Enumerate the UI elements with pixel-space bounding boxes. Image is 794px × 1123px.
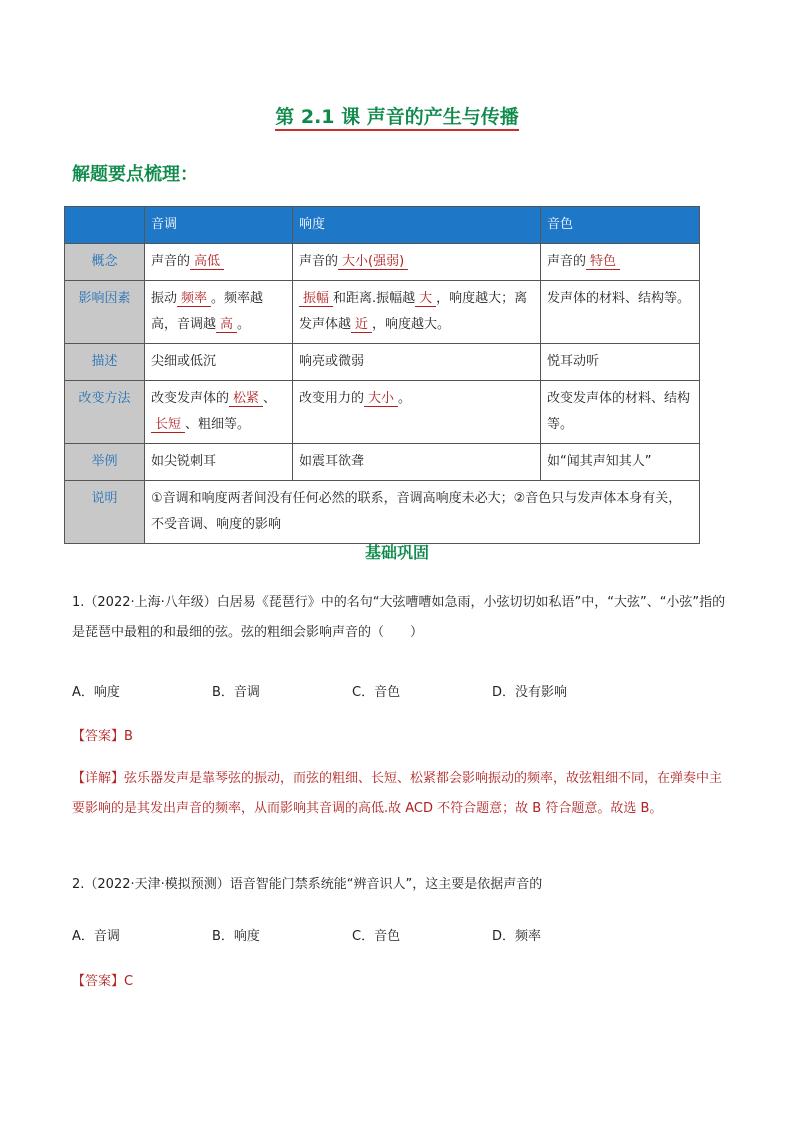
option: D．频率 bbox=[492, 929, 542, 944]
row-head: 举例 bbox=[65, 444, 145, 481]
table-row bbox=[65, 281, 700, 344]
option: C．音色 bbox=[352, 929, 401, 944]
table-row bbox=[65, 481, 700, 544]
table-cell: 如震耳欲聋 bbox=[293, 444, 541, 481]
question-1-detail: 【详解】弦乐器发声是靠琴弦的振动，而弦的粗细、长短、松紧都会影响振动的频率，故弦粗细不同，在弹奏中主要影响的是其发出声音的频率，从而影响其音调的高低.故 ACD 不符合题意；故 B 符合题意。故选 B。 bbox=[72, 771, 723, 816]
table-row bbox=[65, 381, 700, 444]
table-cell: 改变发声体的 松紧 、长短 、粗细等。 bbox=[145, 381, 293, 444]
table-cell: 发声体的材料、结构等。 bbox=[541, 281, 700, 344]
table-cell: 如“闻其声知其人” bbox=[541, 444, 700, 481]
option: C．音色 bbox=[352, 685, 401, 700]
section-heading: 解题要点梳理： bbox=[72, 164, 198, 185]
option: A．响度 bbox=[72, 685, 120, 700]
lesson-title: 第 2.1 课 声音的产生与传播 bbox=[0, 102, 794, 129]
row-head: 影响因素 bbox=[65, 281, 145, 344]
knowledge-table bbox=[64, 206, 700, 544]
table-cell: 改变用力的 大小 。 bbox=[293, 381, 541, 444]
row-head: 描述 bbox=[65, 344, 145, 381]
table-row bbox=[65, 344, 700, 381]
row-head: 说明 bbox=[65, 481, 145, 544]
table-cell: ①音调和响度两者间没有任何必然的联系，音调高响度未必大；②音色只与发声体本身有关，不受音调、响度的影响 bbox=[145, 481, 700, 544]
question-1-options bbox=[72, 681, 728, 700]
option: A．音调 bbox=[72, 929, 120, 944]
table-cell: 尖细或低沉 bbox=[145, 344, 293, 381]
table-header-cell bbox=[65, 207, 145, 244]
table-header-cell: 响度 bbox=[293, 207, 541, 244]
option: B．响度 bbox=[212, 929, 260, 944]
question-1-answer: 【答案】B bbox=[72, 729, 133, 744]
table-header-cell: 音色 bbox=[541, 207, 700, 244]
option: D．没有影响 bbox=[492, 685, 568, 700]
row-head: 改变方法 bbox=[65, 381, 145, 444]
question-1-text: 1.（2022·上海·八年级）白居易《琵琶行》中的名句“大弦嘈嘈如急雨，小弦切切如私语”中，“大弦”、“小弦”指的是琵琶中最粗的和最细的弦。弦的粗细会影响声音的（ ） bbox=[72, 595, 726, 640]
question-2-text: 2.（2022·天津·模拟预测）语音智能门禁系统能“辨音识人”，这主要是依据声音的 bbox=[72, 877, 543, 892]
table-row bbox=[65, 244, 700, 281]
option: B．音调 bbox=[212, 685, 260, 700]
sub-section-heading: 基础巩固 bbox=[364, 543, 429, 562]
table-cell: 声音的 特色 bbox=[541, 244, 700, 281]
table-header-row bbox=[65, 207, 700, 244]
table-cell: 声音的 高低 bbox=[145, 244, 293, 281]
question-2-options bbox=[72, 925, 728, 944]
table-cell: 如尖锐刺耳 bbox=[145, 444, 293, 481]
table-cell: 振动 频率 。频率越高，音调越 高 。 bbox=[145, 281, 293, 344]
row-head: 概念 bbox=[65, 244, 145, 281]
table-header-cell: 音调 bbox=[145, 207, 293, 244]
table-cell: 响亮或微弱 bbox=[293, 344, 541, 381]
table-cell: 振幅 和距离.振幅越 大 ，响度越大；离发声体越 近 ，响度越大。 bbox=[293, 281, 541, 344]
table-cell: 改变发声体的材料、结构等。 bbox=[541, 381, 700, 444]
table-cell: 悦耳动听 bbox=[541, 344, 700, 381]
question-2-answer: 【答案】C bbox=[72, 974, 134, 989]
table-row bbox=[65, 444, 700, 481]
table-cell: 声音的 大小(强弱) bbox=[293, 244, 541, 281]
